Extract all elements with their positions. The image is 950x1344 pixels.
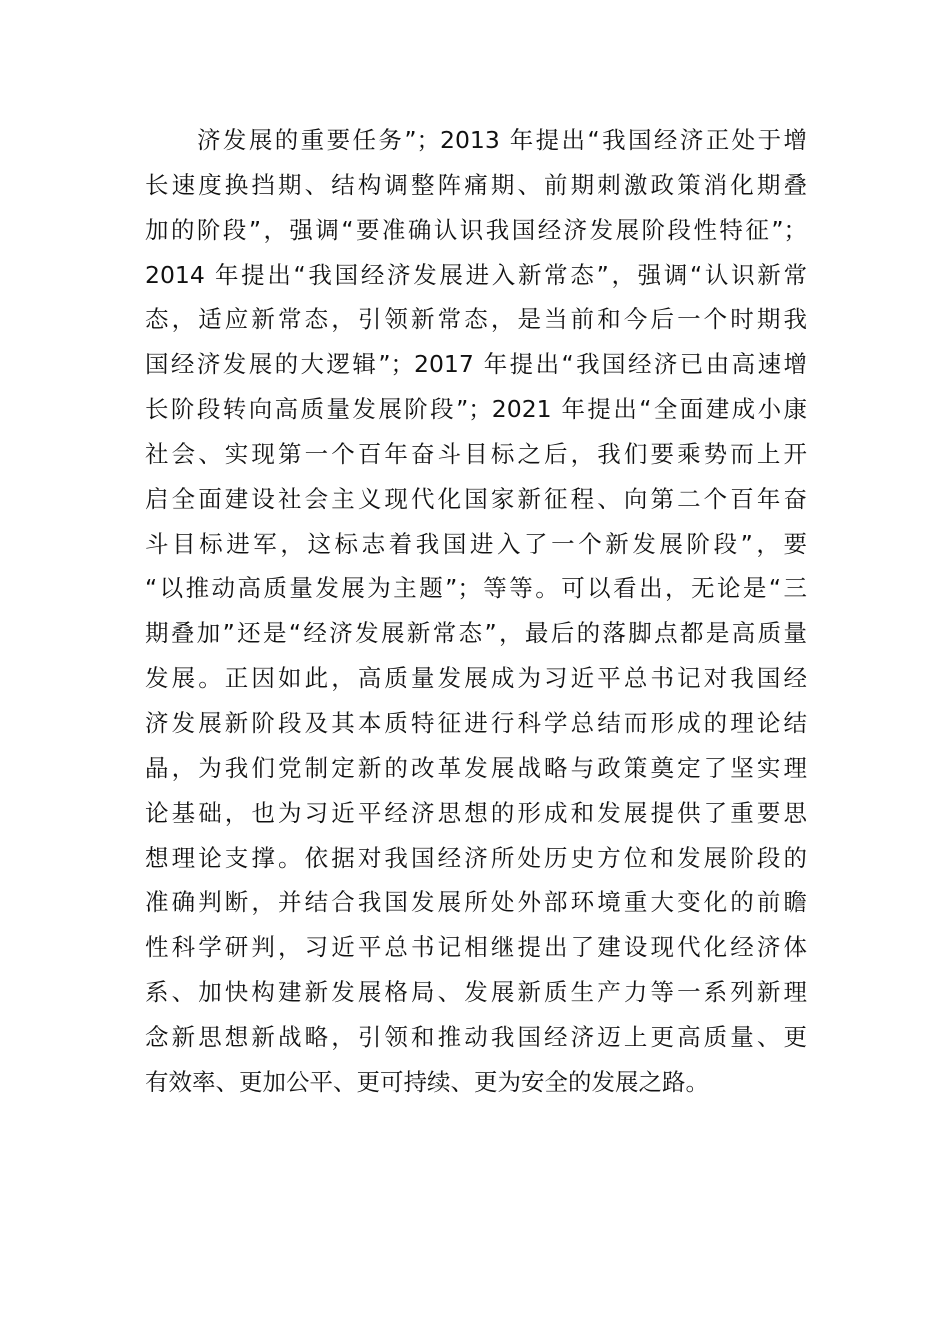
paragraph-line: 2014 年提出“我国经济发展进入新常态”，强调“认识新常 [145,260,807,289]
paragraph-line: 晶，为我们党制定新的改革发展战略与政策奠定了坚实理 [145,753,807,782]
paragraph-line: 启全面建设社会主义现代化国家新征程、向第二个百年奋 [145,484,807,513]
paragraph-line: 准确判断，并结合我国发展所处外部环境重大变化的前瞻 [145,888,807,917]
paragraph-line: 想理论支撑。依据对我国经济所处历史方位和发展阶段的 [145,843,807,872]
paragraph-line: 济发展的重要任务”；2013 年提出“我国经济正处于增 [197,126,807,154]
paragraph-line: 系、加快构建新发展格局、发展新质生产力等一系列新理 [145,978,807,1007]
paragraph-line: 加的阶段”，强调“要准确认识我国经济发展阶段性特征”； [145,215,807,244]
paragraph-line: 性科学研判，习近平总书记相继提出了建设现代化经济体 [145,933,807,962]
paragraph-line: 发展。正因如此，高质量发展成为习近平总书记对我国经 [145,664,807,693]
paragraph-line: “以推动高质量发展为主题”；等等。可以看出，无论是“三 [145,574,807,603]
paragraph-line: 态，适应新常态，引领新常态，是当前和今后一个时期我 [145,305,807,334]
paragraph-line: 念新思想新战略，引领和推动我国经济迈上更高质量、更 [145,1022,807,1051]
paragraph-line: 论基础，也为习近平经济思想的形成和发展提供了重要思 [145,798,807,827]
paragraph-line: 长速度换挡期、结构调整阵痛期、前期刺激政策消化期叠 [145,170,807,199]
paragraph-line: 长阶段转向高质量发展阶段”；2021 年提出“全面建成小康 [145,395,807,424]
paragraph-line: 社会、实现第一个百年奋斗目标之后，我们要乘势而上开 [145,439,807,468]
body-paragraph [145,118,807,1105]
paragraph-line: 期叠加”还是“经济发展新常态”，最后的落脚点都是高质量 [145,619,807,648]
paragraph-line: 斗目标进军，这标志着我国进入了一个新发展阶段”，要 [145,529,807,558]
paragraph-line: 济发展新阶段及其本质特征进行科学总结而形成的理论结 [145,708,807,737]
paragraph-line: 有效率、更加公平、更可持续、更为安全的发展之路。 [145,1067,709,1096]
paragraph-line: 国经济发展的大逻辑”；2017 年提出“我国经济已由高速增 [145,350,807,379]
